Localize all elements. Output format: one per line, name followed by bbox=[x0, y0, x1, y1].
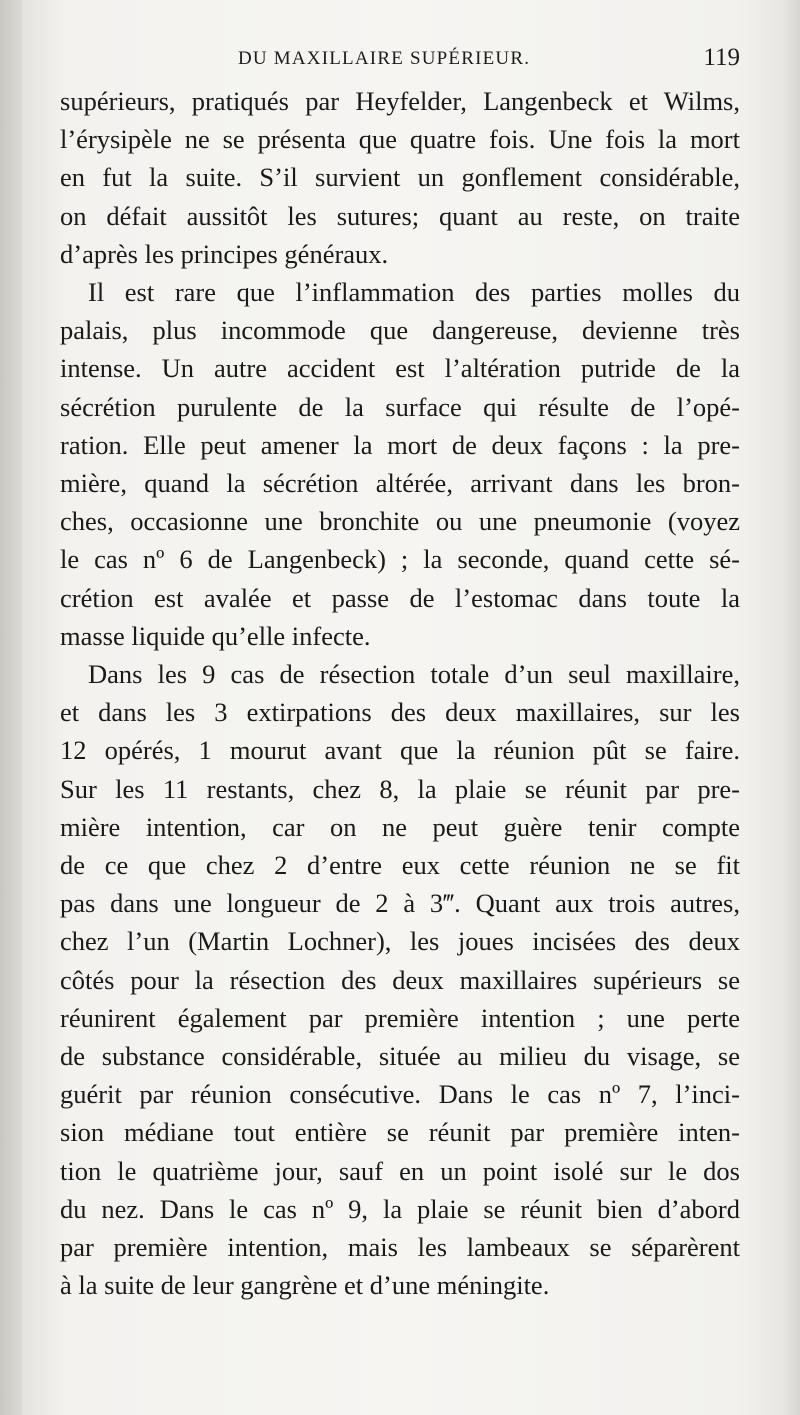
text-line: côtés pour la résection des deux maxillaires supérieurs se bbox=[60, 964, 740, 995]
text-line: Sur les 11 restants, chez 8, la plaie se réunit par pre- bbox=[60, 773, 740, 804]
text-line: ches, occasionne une bronchite ou une pneumonie (voyez bbox=[60, 506, 740, 537]
text-line: par première intention, mais les lambeaux se séparèrent bbox=[60, 1232, 740, 1263]
body-text bbox=[60, 82, 740, 1305]
text-line: et dans les 3 extirpations des deux maxillaires, sur les bbox=[60, 697, 740, 728]
page-gutter bbox=[0, 0, 22, 1415]
text-line: le cas nº 6 de Langenbeck) ; la seconde, quand cette sé- bbox=[60, 544, 740, 575]
text-line: intense. Un autre accident est l’altération putride de la bbox=[60, 353, 740, 384]
text-line: du nez. Dans le cas nº 9, la plaie se réunit bien d’abord bbox=[60, 1193, 740, 1224]
text-line: mière intention, car on ne peut guère tenir compte bbox=[60, 811, 740, 842]
text-line: réunirent également par première intention ; une perte bbox=[60, 1002, 740, 1033]
text-line: l’érysipèle ne se présenta que quatre fois. Une fois la mort bbox=[60, 124, 740, 155]
text-line: masse liquide qu’elle infecte. bbox=[60, 620, 371, 651]
text-line: à la suite de leur gangrène et d’une méningite. bbox=[60, 1270, 550, 1301]
running-title: DU MAXILLAIRE SUPÉRIEUR. bbox=[238, 48, 531, 69]
page-edge bbox=[784, 0, 800, 1415]
text-line: ration. Elle peut amener la mort de deux façons : la pre- bbox=[60, 429, 740, 460]
text-line: guérit par réunion consécutive. Dans le cas nº 7, l’inci- bbox=[60, 1079, 740, 1110]
text-line: chez l’un (Martin Lochner), les joues incisées des deux bbox=[60, 926, 740, 957]
text-line: d’après les principes généraux. bbox=[60, 238, 389, 269]
text-line: pas dans une longueur de 2 à 3‴. Quant aux trois autres, bbox=[60, 888, 740, 919]
text-line: sion médiane tout entière se réunit par première inten- bbox=[60, 1117, 740, 1148]
text-line: 12 opérés, 1 mourut avant que la réunion pût se faire. bbox=[60, 735, 740, 766]
paragraph-first-line: Il est rare que l’inflammation des parties molles du bbox=[88, 277, 740, 308]
text-line: de substance considérable, située au milieu du visage, se bbox=[60, 1041, 740, 1072]
text-line: de ce que chez 2 d’entre eux cette réunion ne se fit bbox=[60, 850, 740, 881]
page-number: 119 bbox=[703, 44, 740, 71]
text-line: crétion est avalée et passe de l’estomac dans toute la bbox=[60, 582, 740, 613]
text-line: on défait aussitôt les sutures; quant au reste, on traite bbox=[60, 200, 740, 231]
text-line: palais, plus incommode que dangereuse, devienne très bbox=[60, 315, 740, 346]
text-line: tion le quatrième jour, sauf en un point isolé sur le dos bbox=[60, 1155, 740, 1186]
text-line: en fut la suite. S’il survient un gonflement considérable, bbox=[60, 162, 740, 193]
running-head bbox=[60, 44, 740, 78]
text-line: sécrétion purulente de la surface qui résulte de l’opé- bbox=[60, 391, 740, 422]
text-line: supérieurs, pratiqués par Heyfelder, Langenbeck et Wilms, bbox=[60, 86, 740, 116]
text-line: mière, quand la sécrétion altérée, arrivant dans les bron- bbox=[60, 468, 740, 499]
paragraph-first-line: Dans les 9 cas de résection totale d’un seul maxillaire, bbox=[88, 659, 740, 690]
